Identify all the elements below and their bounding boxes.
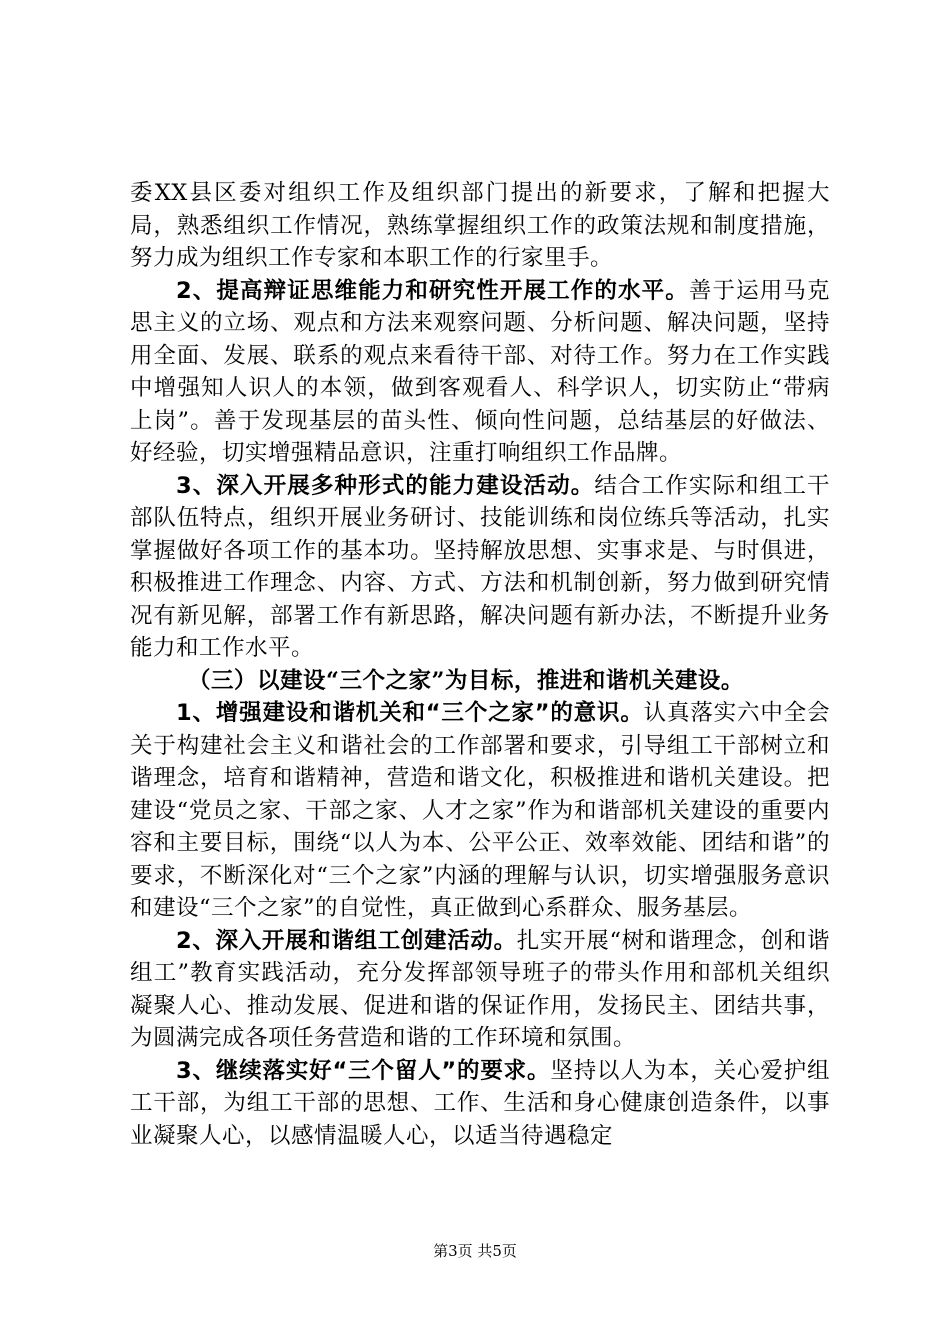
paragraph-5: [130, 925, 830, 1055]
paragraph-3: [130, 470, 830, 665]
paragraph-6-body: 坚持以人为本，关心爱护组工干部，为组工干部的思想、工作、生活和身心健康创造条件，以事业凝聚人心，以感情温暖人心，以适当待遇稳定: [130, 1057, 830, 1149]
paragraph-2-body: 善于运用马克思主义的立场、观点和方法来观察问题、分析问题、解决问题，坚持用全面、发展、联系的观点来看待干部、对待工作。努力在工作实践中增强知人识人的本领，做到客观看人、科学识人，切实防止“带病上岗”。善于发现基层的苗头性、倾向性问题，总结基层的好做法、好经验，切实增强精品意识，注重打响组织工作品牌。: [130, 277, 830, 466]
paragraph-4-heading: 1、增强建设和谐机关和“三个之家”的意识。: [176, 700, 644, 726]
paragraph-5-heading: 2、深入开展和谐组工创建活动。: [176, 927, 517, 954]
section-heading: （三）以建设“三个之家”为目标，推进和谐机关建设。: [188, 667, 744, 694]
document-body: [130, 177, 830, 1152]
paragraph-2-heading: 2、提高辩证思维能力和研究性开展工作的水平。: [176, 277, 689, 304]
paragraph-4-body: 认真落实六中全会关于构建社会主义和谐社会的工作部署和要求，引导组工干部树立和谐理念，培育和谐精神，营造和谐文化，积极推进和谐机关建设。把建设“党员之家、干部之家、人才之家”作为和谐部机关建设的重要内容和主要目标，围绕“以人为本、公平公正、效率效能、团结和谐”的要求，不断深化对“三个之家”内涵的理解与认识，切实增强服务意识和建设“三个之家”的自觉性，真正做到心系群众、服务基层。: [130, 700, 830, 921]
paragraph-6: [130, 1055, 830, 1153]
paragraph-5-body: 扎实开展“树和谐理念，创和谐组工”教育实践活动，充分发挥部领导班子的带头作用和部机关组织凝聚人心、推动发展、促进和谐的保证作用，发扬民主、团结共事，为圆满完成各项任务营造和谐的工作环境和氛围。: [130, 927, 830, 1051]
paragraph-2: [130, 275, 830, 470]
paragraph-6-heading: 3、继续落实好“三个留人”的要求。: [176, 1057, 551, 1084]
paragraph-1: 委XX县区委对组织工作及组织部门提出的新要求，了解和把握大局，熟悉组织工作情况，熟练掌握组织工作的政策法规和制度措施，努力成为组织工作专家和本职工作的行家里手。: [130, 180, 830, 271]
paragraph-3-body: 结合工作实际和组工干部队伍特点，组织开展业务研讨、技能训练和岗位练兵等活动，扎实掌握做好各项工作的基本功。坚持解放思想、实事求是、与时俱进，积极推进工作理念、内容、方式、方法和机制创新，努力做到研究情况有新见解，部署工作有新思路，解决问题有新办法，不断提升业务能力和工作水平。: [130, 472, 830, 661]
page-footer: 第3页 共5页: [433, 1242, 517, 1260]
paragraph-4: [130, 697, 830, 925]
paragraph-3-heading: 3、深入开展多种形式的能力建设活动。: [176, 472, 595, 499]
